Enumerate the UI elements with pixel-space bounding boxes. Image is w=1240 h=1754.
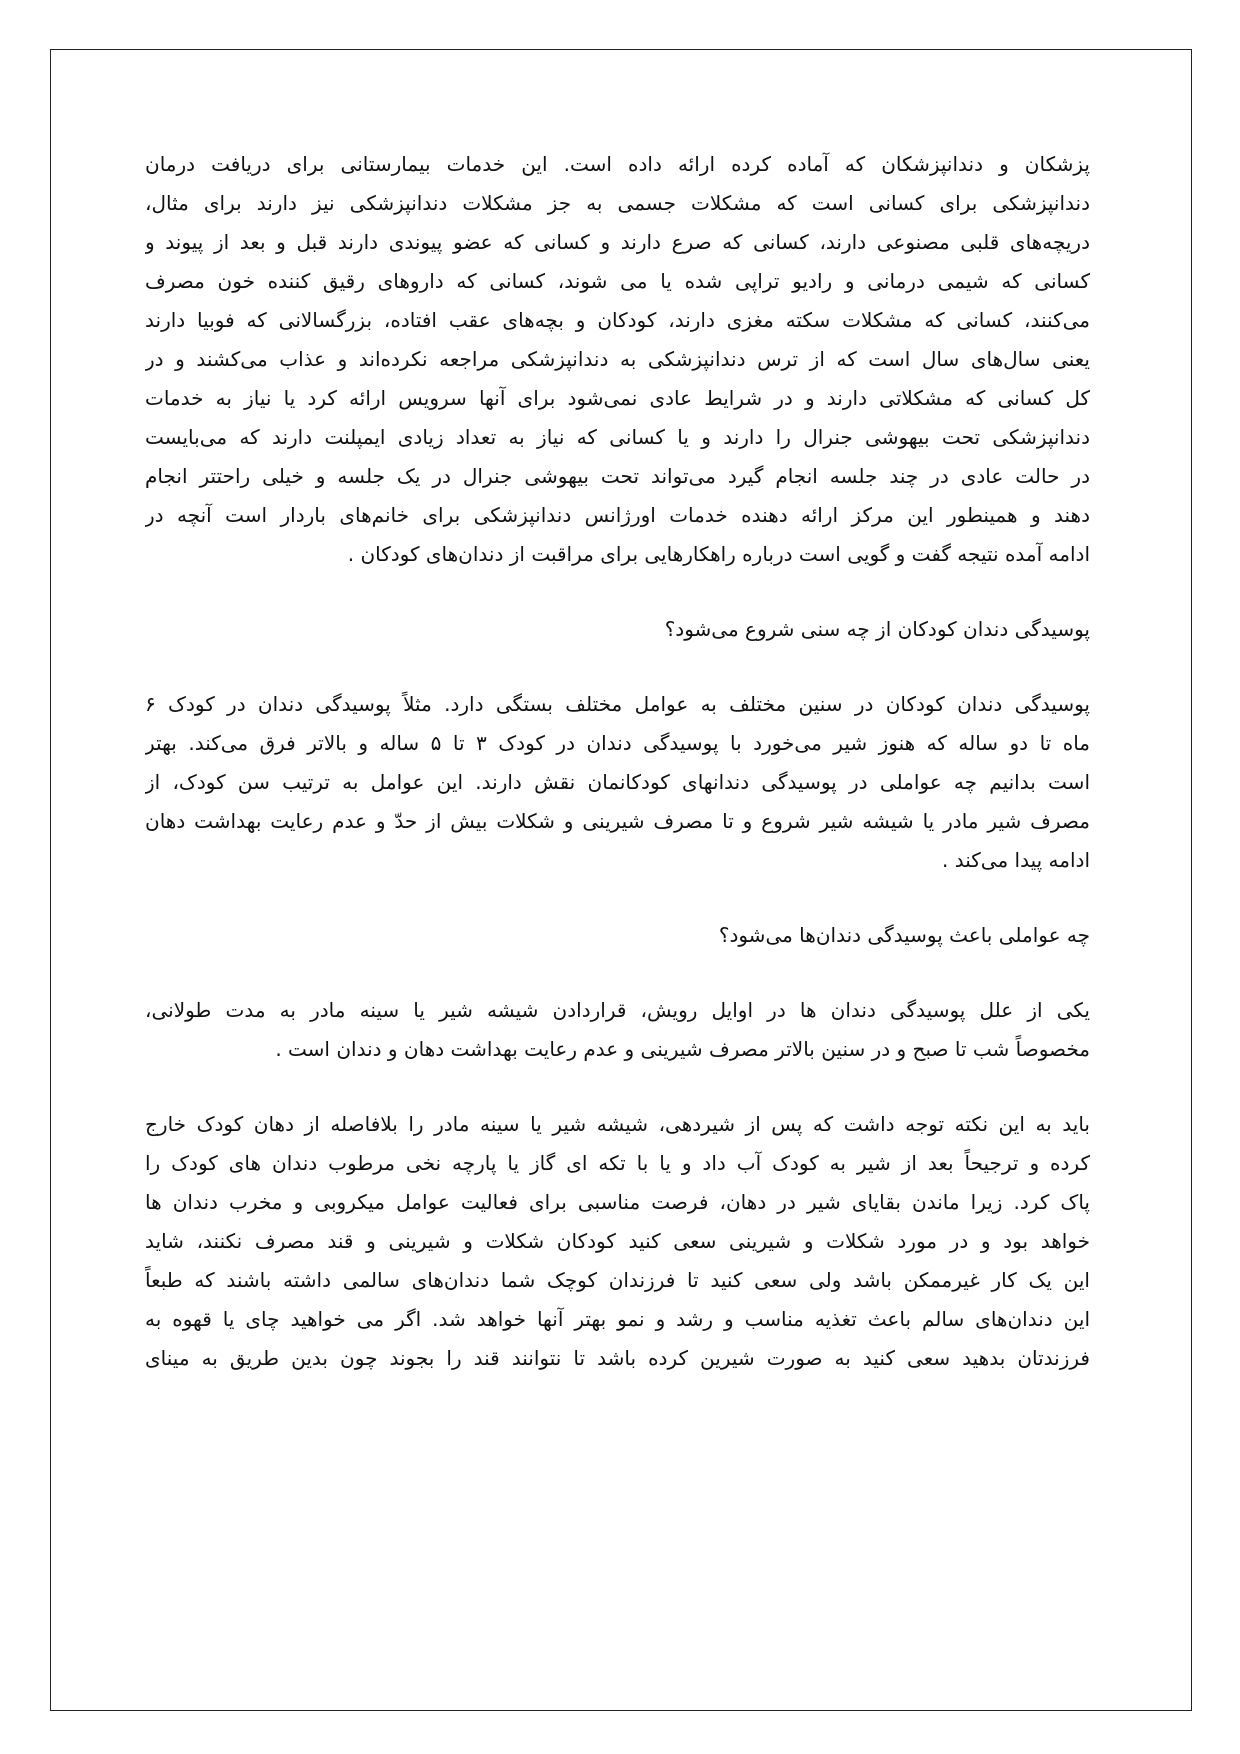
text-line: می‌کنند، کسانی که مشکلات سکته مغزی دارند، کودکان و بچه‌های عقب افتاده، بزرگسالانی که فوبیا دارند <box>145 308 1090 332</box>
text-line: ادامه آمده نتیجه گفت و گویی است درباره راهکارهایی برای مراقبت از دندان‌های کودکان . <box>347 542 1090 566</box>
text-line: است بدانیم چه عواملی در پوسیدگی دندانهای کودکانمان نقش دارند. این عوامل به ترتیب سن کودک، از <box>145 770 1090 794</box>
text-line: مخصوصاً شب تا صبح و در سنین بالاتر مصرف شیرینی و عدم رعایت بهداشت دهان و دندان است . <box>275 1037 1090 1061</box>
text-line: یعنی سال‌های سال است که از ترس دندانپزشکی به دندانپزشکی مراجعه نکرده‌اند و عذاب می‌کشند و در <box>145 347 1090 371</box>
document-body <box>145 145 1090 1378</box>
spacer <box>145 880 1090 916</box>
text-line: فرزندتان بدهید سعی کنید به صورت شیرین کرده باشد تا نتوانند قند را بجوند چون بدین طریق به مینای <box>145 1346 1090 1370</box>
paragraph-causes <box>145 991 1090 1069</box>
text-line: خواهد بود و در مورد شکلات و شیرینی سعی کنید کودکان شکلات و شیرینی و قند مصرف نکنند، شاید <box>145 1229 1090 1253</box>
section-heading: پوسیدگی دندان کودکان از چه سنی شروع می‌شود؟ <box>664 617 1090 641</box>
spacer <box>145 955 1090 991</box>
text-line: باید به این نکته توجه داشت که پس از شیردهی، شیشه شیر یا سینه مادر را بلافاصله از دهان کودک خارج <box>145 1112 1090 1136</box>
section-heading: چه عواملی باعث پوسیدگی دندان‌ها می‌شود؟ <box>718 923 1090 947</box>
text-line: مصرف شیر مادر یا شیشه شیر شروع و تا مصرف شیرینی و شکلات بیش از حدّ و عدم رعایت بهداشت دهان <box>145 809 1090 833</box>
text-line: پوسیدگی دندان کودکان در سنین مختلف به عوامل مختلف بستگی دارد. مثلاً پوسیدگی دندان در کودک ۶ <box>145 692 1090 716</box>
spacer <box>145 1069 1090 1105</box>
text-line: این یک کار غیرممکن باشد ولی سعی کنید تا فرزندان کوچک شما دندان‌های سالمی داشته باشند که طبعاً <box>145 1268 1090 1292</box>
text-line: دهند و همینطور این مرکز ارائه دهنده خدمات اورژانس دندانپزشکی برای خانم‌های باردار است آنچه در <box>145 503 1090 527</box>
text-line: کرده و ترجیحاً بعد از شیر به کودک آب داد و یا با تکه ای گاز یا پارچه نخی مرطوب دندان های کودک را <box>145 1151 1090 1175</box>
text-line: یکی از علل پوسیدگی دندان ها در اوایل رویش، قراردادن شیشه شیر یا سینه مادر به مدت طولانی، <box>145 998 1090 1022</box>
spacer <box>145 649 1090 685</box>
text-line: پاک کرد. زیرا ماندن بقایای شیر در دهان، فرصت مناسبی برای فعالیت عوامل میکروبی و مخرب دندان ها <box>145 1190 1090 1214</box>
paragraph-age <box>145 685 1090 880</box>
text-line: ادامه پیدا می‌کند . <box>942 848 1090 872</box>
text-line: این دندان‌های سالم باعث تغذیه مناسب و رشد و نمو بهتر آنها خواهد شد. اگر می خواهید چای یا قهوه به <box>145 1307 1090 1331</box>
spacer <box>145 574 1090 610</box>
text-line: دریچه‌های قلبی مصنوعی دارند، کسانی که صرع دارند و کسانی که عضو پیوندی دارند قبل و بعد از پیوند و <box>145 230 1090 254</box>
paragraph-intro <box>145 145 1090 574</box>
text-line: دندانپزشکی تحت بیهوشی جنرال را دارند و یا کسانی که نیاز به تعداد زیادی ایمپلنت دارند که می‌بایست <box>145 425 1090 449</box>
text-line: ماه تا دو ساله که هنوز شیر می‌خورد با پوسیدگی دندان در کودک ۳ تا ۵ ساله و بالاتر فرق می‌کند. بهتر <box>145 731 1090 755</box>
text-line: در حالت عادی در چند جلسه انجام گیرد می‌تواند تحت بیهوشی جنرال در یک جلسه و خیلی راحتتر انجام <box>145 464 1090 488</box>
text-line: کل کسانی که مشکلاتی دارند و در شرایط عادی نمی‌شود برای آنها سرویس ارائه کرد یا نیاز به خدمات <box>145 386 1090 410</box>
text-line: پزشکان و دندانپزشکان که آماده کرده ارائه داده است. این خدمات بیمارستانی برای دریافت درمان <box>145 152 1090 176</box>
text-line: دندانپزشکی برای کسانی است که مشکلات جسمی به جز مشکلات دندانپزشکی نیز دارند برای مثال، <box>145 191 1090 215</box>
text-line: کسانی که شیمی درمانی و رادیو تراپی شده یا می شوند، کسانی که داروهای رقیق کننده خون مصرف <box>145 269 1090 293</box>
paragraph-advice <box>145 1105 1090 1378</box>
